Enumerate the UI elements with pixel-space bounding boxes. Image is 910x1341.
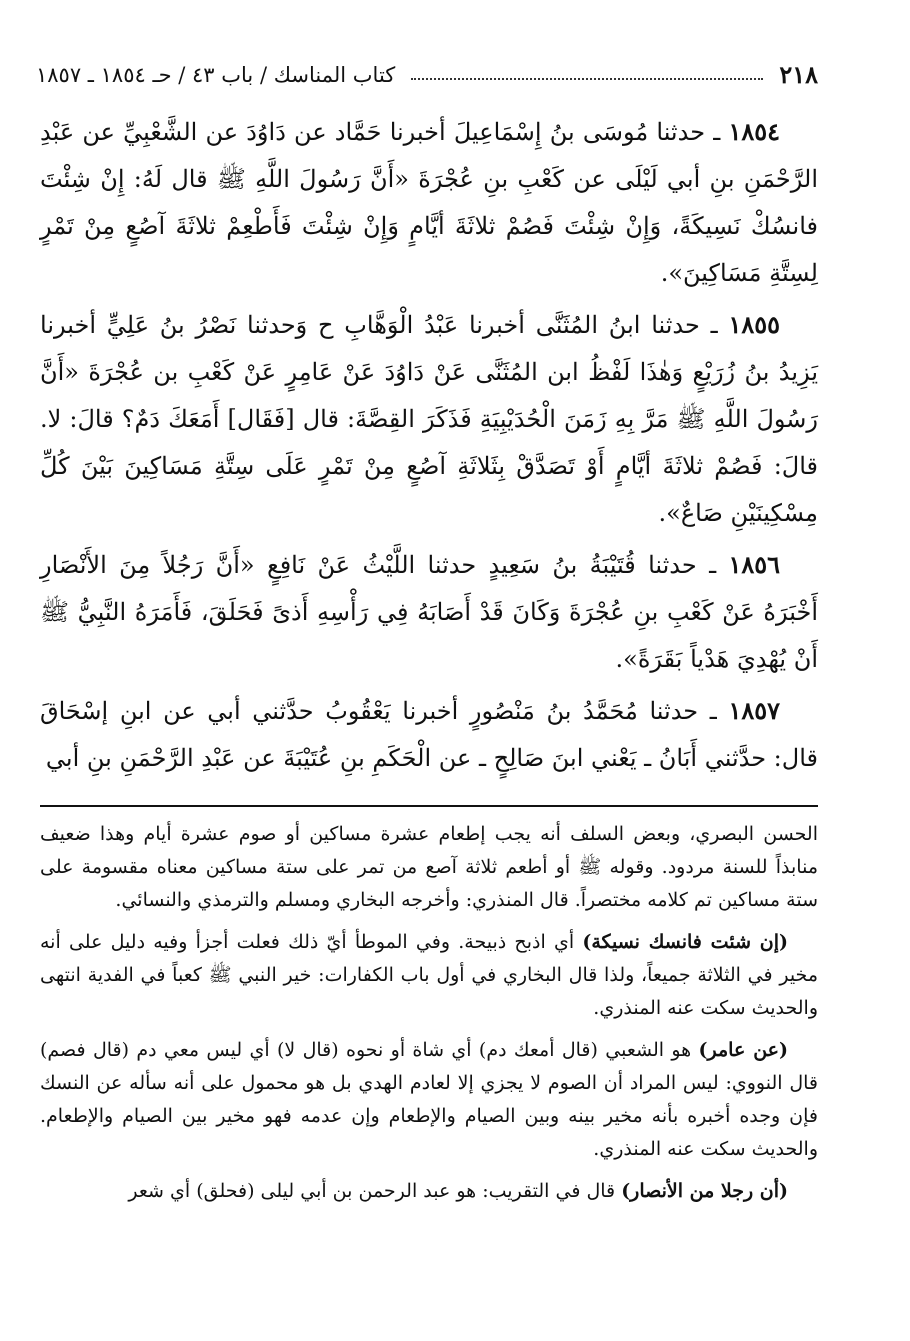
hadith-body: ـ حدثنا ابنُ المُثَنَّى أخبرنا عَبْدُ الْوَهَّابِ ح وَحدثنا نَصْرُ بنُ عَلِيٍّ أخبرنا يَزِيدُ بنُ زُرَيْعٍ وَهٰذَا لَفْظُ ابن المُثَنَّى عَنْ دَاوُدَ عَنْ عَامِرٍ عَنْ كَعْبِ بن عُجْرَةَ «أَنَّ رَسُولَ اللَّهِ ﷺ مَرَّ بِهِ زَمَنَ الْحُدَيْبِيَةِ فَذَكَرَ القِصَّةَ: قال [فَقَال] أَمَعَكَ دَمٌ؟ قالَ: لا. قالَ: فَصُمْ ثلاثَةَ أيَّامٍ أَوْ تَصَدَّقْ بِثَلاثَةِ آصُعٍ مِنْ تَمْرٍ عَلَى سِتَّةِ مَسَاكِينَ بَيْنَ كُلِّ مِسْكِينَيْنِ صَاعٌ». xyxy=(40,311,818,527)
hadith-body: ـ حدثنا مُحَمَّدُ بنُ مَنْصُورٍ أخبرنا يَعْقُوبُ حدَّثني أبي عن ابنِ إسْحَاقَ قال: حدَّثني أَبَانُ ـ يَعْني ابنَ صَالِحٍ ـ عن الْحَكَمِ بنِ عُتَيْبَةَ عن عَبْدِ الرَّحْمَنِ بنِ أبي xyxy=(40,697,818,772)
note-lemma: (إن شئت فانسك نسيكة) xyxy=(582,931,789,953)
hadith-1854 xyxy=(40,108,818,297)
page-header xyxy=(36,60,818,90)
header-leader-dots xyxy=(411,78,763,80)
note-text: أي اذبح ذبيحة. وفي الموطأ أيّ ذلك فعلت أجزأ وفيه دليل على أنه مخير في الثلاثة جميعاً، ولذا قال البخاري في أول باب الكفارات: خير النبي ﷺ كعباً في الفدية انتهى والحديث سكت عنه المنذري. xyxy=(40,931,818,1019)
hadith-body: ـ حدثنا مُوسَى بنُ إِسْمَاعِيلَ أخبرنا حَمَّاد عن دَاوُدَ عن الشَّعْبِيِّ عن عَبْدِ الرَّحْمَنِ بنِ أبي لَيْلَى عن كَعْبِ بنِ عُجْرَةَ «أَنَّ رَسُولَ اللَّهِ ﷺ قال لَهُ: إِنْ شِئْتَ فانسُكْ نَسِيكَةً، وَإِنْ شِئْتَ فَصُمْ ثلاثَةَ أيَّامٍ وَإِنْ شِئْتَ فَأَطْعِمْ ثلاثَةَ آصُعٍ مِنْ تَمْرٍ لِسِتَّةِ مَسَاكِينَ». xyxy=(40,118,818,287)
commentary-note xyxy=(40,1034,818,1166)
page-number: ٢١٨ xyxy=(779,60,818,89)
note-lemma: (أن رجلا من الأنصار) xyxy=(621,1180,788,1202)
note-lemma: (عن عامر) xyxy=(698,1039,788,1061)
hadith-number: ١٨٥٤ xyxy=(728,117,780,146)
hadith-1857 xyxy=(40,687,818,782)
running-title: كتاب المناسك / باب ٤٣ / حـ ١٨٥٤ ـ ١٨٥٧ xyxy=(36,63,396,87)
hadith-body: ـ حدثنا قُتَيْبَةُ بنُ سَعِيدٍ حدثنا اللَّيْثُ عَنْ نَافِعٍ «أَنَّ رَجُلاً مِنَ الأَنْصَارِ أَخْبَرَهُ عَنْ كَعْبِ بنِ عُجْرَةَ وَكَانَ قَدْ أَصَابَهُ فِي رَأْسِهِ أَذىً فَحَلَقَ، فَأَمَرَهُ النَّبِيُّ ﷺ أَنْ يُهْدِيَ هَدْياً بَقَرَةً». xyxy=(40,551,818,673)
commentary-block xyxy=(40,818,818,1217)
hadith-number: ١٨٥٦ xyxy=(728,550,780,579)
hadith-1855 xyxy=(40,301,818,537)
footnote-divider xyxy=(40,805,818,807)
hadith-number: ١٨٥٥ xyxy=(728,310,780,339)
hadith-number: ١٨٥٧ xyxy=(728,696,780,725)
hadith-1856 xyxy=(40,541,818,683)
hadith-text-block xyxy=(40,108,818,786)
commentary-note xyxy=(40,818,818,917)
note-text: الحسن البصري، وبعض السلف أنه يجب إطعام عشرة مساكين أو صوم عشرة أيام وهذا ضعيف منابذاً للسنة مردود. وقوله ﷺ أو أطعم ثلاثة آصع من تمر على ستة مساكين معناه مقسومة على ستة مساكين تم كلامه مختصراً. قال المنذري: وأخرجه البخاري ومسلم والترمذي والنسائي. xyxy=(40,823,818,911)
commentary-note xyxy=(40,1175,818,1208)
commentary-note xyxy=(40,926,818,1025)
note-text: قال في التقريب: هو عبد الرحمن بن أبي ليلى (فحلق) أي شعر xyxy=(128,1180,622,1202)
note-text: هو الشعبي (قال أمعك دم) أي شاة أو نحوه (قال لا) أي ليس معي دم (قال فصم) قال النووي: ليس المراد أن الصوم لا يجزي إلا لعادم الهدي بل هو محمول على أنه سأله عن النسك فإن وجده أخبره بأنه مخير بينه وبين الصيام والإطعام وإن عدمه فهو مخير بين الصيام والإطعام. والحديث سكت عنه المنذري. xyxy=(40,1039,818,1160)
